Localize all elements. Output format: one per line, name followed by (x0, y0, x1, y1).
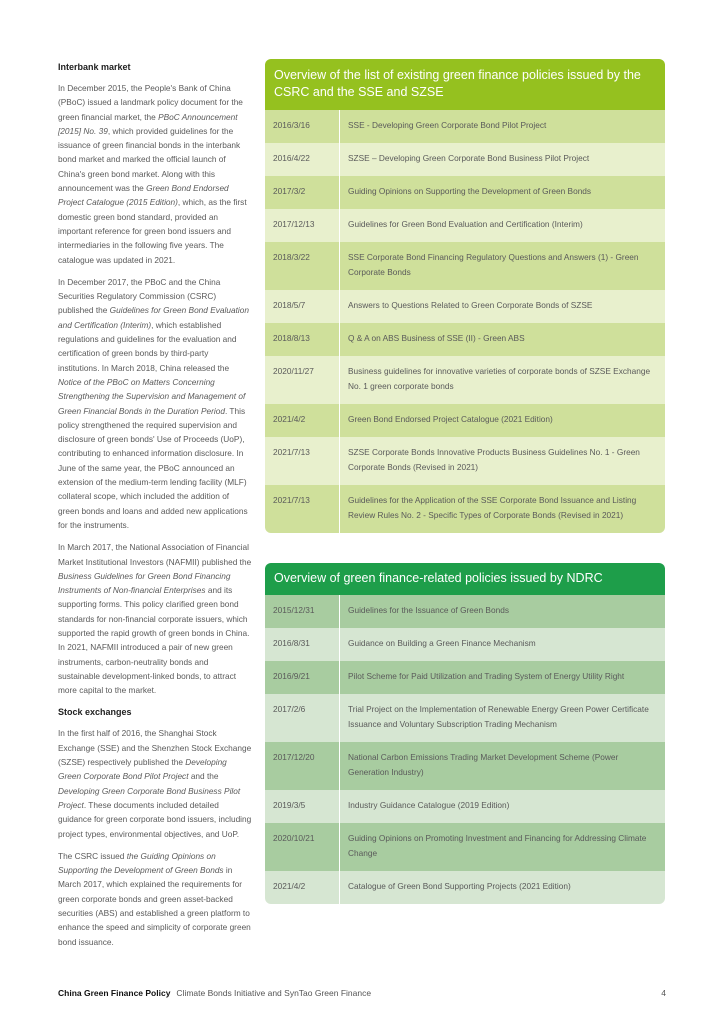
table-row (265, 694, 665, 742)
text-segment: The CSRC issued (58, 850, 127, 861)
page-footer (58, 988, 666, 998)
text-segment: In December 2017, the PBoC and the China Securities Regulatory Commission (CSRC) published the (58, 276, 221, 316)
text-segment: , which established regulations and guidelines for the evaluation and certification of green bonds by third-party institutions. In March 2018, China released the (58, 319, 237, 373)
table-row (265, 143, 665, 176)
row-date: 2019/3/5 (265, 790, 340, 823)
row-policy: National Carbon Emissions Trading Market Development Scheme (Power Generation Industry) (348, 752, 619, 777)
row-policy: SZSE – Developing Green Corporate Bond Business Pilot Project (348, 153, 590, 163)
table-row (265, 595, 665, 628)
table-row (265, 176, 665, 209)
row-policy: SSE Corporate Bond Financing Regulatory Questions and Answers (1) - Green Corporate Bonds (348, 252, 639, 277)
table-title: Overview of green finance-related policies issued by NDRC (265, 563, 665, 595)
row-date: 2021/7/13 (265, 437, 340, 485)
table-row (265, 437, 665, 485)
table-row (265, 404, 665, 437)
row-policy: SZSE Corporate Bonds Innovative Products Business Guidelines No. 1 - Green Corporate Bonds (Revised in 2021) (348, 447, 640, 472)
table-row (265, 790, 665, 823)
row-policy: Green Bond Endorsed Project Catalogue (2021 Edition) (348, 414, 553, 424)
row-policy: Industry Guidance Catalogue (2019 Edition) (348, 800, 510, 810)
row-policy: Trial Project on the Implementation of Renewable Energy Green Power Certificate Issuance and Voluntary Subscription Trading Mechanism (348, 704, 649, 729)
row-policy: SSE - Developing Green Corporate Bond Pilot Project (348, 120, 547, 130)
document-title-italic: Business Guidelines for Green Bond Financing Instruments of Non-financial Enterprises (58, 570, 231, 596)
row-date: 2016/3/16 (265, 110, 340, 143)
csrc-sse-szse-policy-table (265, 59, 665, 533)
document-title-italic: Notice of the PBoC on Matters Concerning Strengthening the Supervision and Management of Green Financial Bonds in the Duration Period (58, 376, 246, 416)
table-row (265, 742, 665, 790)
row-policy: Catalogue of Green Bond Supporting Projects (2021 Edition) (348, 881, 571, 891)
text-segment: , which, as the first domestic green bond standard, provided an important reference for green bond issuers and intermediaries in the following five years. The catalogue was updated in 2021. (58, 197, 247, 265)
table-row (265, 871, 665, 904)
row-date: 2016/8/31 (265, 628, 340, 661)
row-policy: Q & A on ABS Business of SSE (II) - Green ABS (348, 333, 525, 343)
paragraph (58, 726, 252, 840)
body-text-column (58, 60, 252, 957)
ndrc-policy-table (265, 563, 665, 904)
table-row (265, 485, 665, 533)
row-policy: Business guidelines for innovative varieties of corporate bonds of SZSE Exchange No. 1 green corporate bonds (348, 366, 651, 391)
row-date: 2017/3/2 (265, 176, 340, 209)
document-title-italic: PBoC Announcement [2015] No. 39 (58, 111, 238, 136)
row-date: 2017/2/6 (265, 694, 340, 742)
text-segment: , which provided guidelines for the issuance of green financial bonds in the interbank bond market and marked the official launch of China's green bond market. Along with this announcement was the (58, 125, 241, 194)
section-heading: Interbank market (58, 62, 131, 72)
row-date: 2018/8/13 (265, 323, 340, 356)
row-date: 2020/11/27 (265, 356, 340, 404)
table-row (265, 290, 665, 323)
paragraph (58, 81, 252, 267)
row-date: 2021/4/2 (265, 404, 340, 437)
table-title: Overview of the list of existing green finance policies issued by the CSRC and the SSE and SZSE (265, 59, 665, 110)
table-row (265, 661, 665, 694)
table-body (265, 595, 665, 904)
row-date: 2020/10/21 (265, 823, 340, 871)
table-row (265, 323, 665, 356)
table-row (265, 356, 665, 404)
row-date: 2021/4/2 (265, 871, 340, 904)
page-number: 4 (661, 988, 666, 998)
row-date: 2016/4/22 (265, 143, 340, 176)
paragraph (58, 849, 252, 949)
text-segment: and the (188, 771, 219, 782)
paragraph (58, 275, 252, 532)
row-policy: Guiding Opinions on Supporting the Development of Green Bonds (348, 186, 592, 196)
text-segment: In March 2017, the National Association of Financial Market Institutional Investors (NAFMII) published the (58, 542, 252, 567)
paragraph (58, 540, 252, 697)
section-heading: Stock exchanges (58, 707, 132, 718)
document-title-italic: Developing Green Corporate Bond Pilot Project (58, 757, 227, 782)
text-segment: . These documents included detailed guidance for green corporate bond issuers, including project types, environmental objectives, and UoP. (58, 799, 252, 839)
row-date: 2021/7/13 (265, 485, 340, 533)
table-row (265, 823, 665, 871)
table-row (265, 209, 665, 242)
row-date: 2016/9/21 (265, 661, 340, 694)
row-date: 2018/5/7 (265, 290, 340, 323)
row-policy: Guidelines for the Issuance of Green Bonds (348, 605, 509, 615)
row-policy: Guidelines for the Application of the SSE Corporate Bond Issuance and Listing Review Rules No. 2 - Specific Types of Corporate Bonds (Revised in 2021) (348, 495, 637, 520)
text-segment: and its supporting forms. This policy clarified green bond standards for non-financial corporate issuers, which supported the rapid growth of green bonds in China. In 2021, NAFMII introduced a pair of new green instruments, carbon-neutrality bonds and sustainable development-linked bonds, to attract more capital to the market. (58, 585, 250, 696)
footer-title: China Green Finance Policy (58, 988, 171, 998)
document-title-italic: Green Bond Endorsed Project Catalogue (2015 Edition) (58, 183, 229, 208)
row-date: 2017/12/20 (265, 742, 340, 790)
row-policy: Guiding Opinions on Promoting Investment and Financing for Addressing Climate Change (348, 833, 647, 858)
row-date: 2017/12/13 (265, 209, 340, 242)
row-date: 2018/3/22 (265, 242, 340, 290)
row-policy: Guidance on Building a Green Finance Mechanism (348, 638, 536, 648)
text-segment: in March 2017, which explained the requirements for green corporate bonds and green asset-backed securities (ABS) and established a green platform to enhance the speed and simplicity of corporate green bond issuance. (58, 865, 251, 947)
table-row (265, 628, 665, 661)
document-title-italic: Developing Green Corporate Bond Business Pilot Project (58, 785, 241, 810)
table-row (265, 242, 665, 290)
footer-subtitle: Climate Bonds Initiative and SynTao Green Finance (176, 988, 372, 998)
row-policy: Guidelines for Green Bond Evaluation and Certification (Interim) (348, 219, 583, 229)
text-segment: In the first half of 2016, the Shanghai Stock Exchange (SSE) and the Shenzhen Stock Exchange (SZSE) respectively published the (58, 728, 252, 768)
row-date: 2015/12/31 (265, 595, 340, 628)
text-segment: . This policy strengthened the required supervision and disclosure of green bonds' Use of Proceeds (UoP), contributing to enhanced information disclosure. In June of the same year, the PBoC announced an extension of the medium-term lending facility (MLF) collateral scope, which included the addition of green bonds and loans and added new applications for the instruments. (58, 405, 248, 530)
row-policy: Answers to Questions Related to Green Corporate Bonds of SZSE (348, 300, 593, 310)
table-row (265, 110, 665, 143)
row-policy: Pilot Scheme for Paid Utilization and Trading System of Energy Utility Right (348, 671, 625, 681)
text-segment: In December 2015, the People's Bank of China (PBoC) issued a landmark policy document for the green financial market, the (58, 83, 243, 122)
document-title-italic: Guidelines for Green Bond Evaluation and Certification (Interim) (58, 305, 249, 330)
document-title-italic: the Guiding Opinions on Supporting the Development of Green Bonds (58, 850, 224, 876)
table-body (265, 110, 665, 533)
